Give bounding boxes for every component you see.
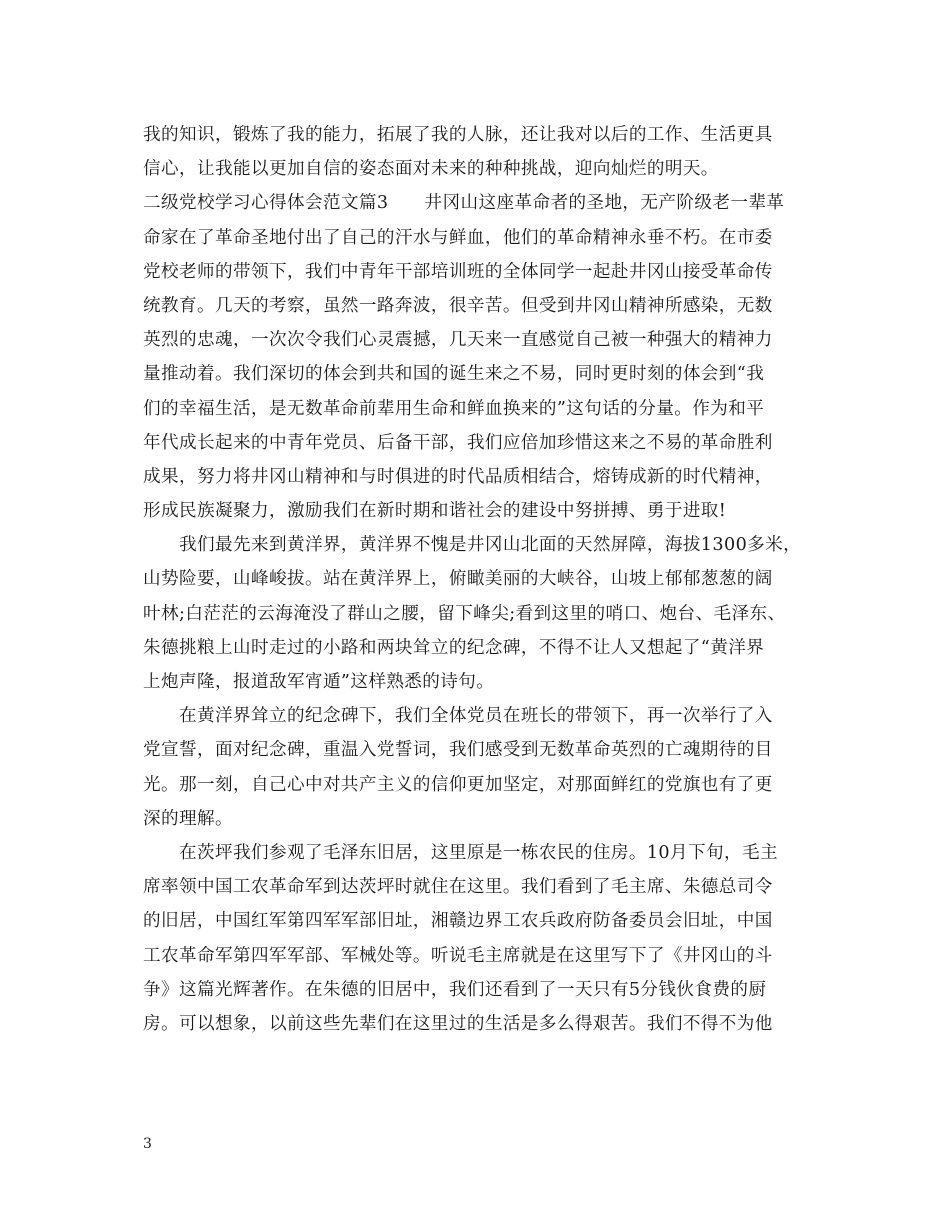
text-line: 山势险要，山峰峻拔。站在黄洋界上，俯瞰美丽的大峡谷，山坡上郁郁葱葱的阔 bbox=[143, 569, 773, 590]
text-line: 的旧居，中国红军第四军军部旧址，湘赣边界工农兵政府防备委员会旧址，中国 bbox=[143, 911, 773, 932]
text-line: 房。可以想象，以前这些先辈们在这里过的生活是多么得艰苦。我们不得不为他 bbox=[143, 1013, 773, 1034]
text-line: 我们最先来到黄洋界，黄洋界不愧是井冈山北面的天然屏障，海拔1300多米， bbox=[143, 535, 802, 556]
text-line: 朱德挑粮上山时走过的小路和两块耸立的纪念碑，不得不让人又想起了“黄洋界 bbox=[143, 637, 765, 658]
text-line: 席率领中国工农革命军到达茨坪时就住在这里。我们看到了毛主席、朱德总司令 bbox=[143, 877, 773, 898]
text-line: 在黄洋界耸立的纪念碑下，我们全体党员在班长的带领下，再一次举行了入 bbox=[143, 706, 773, 727]
text-line: 信心，让我能以更加自信的姿态面对未来的种种挑战，迎向灿烂的明天。 bbox=[143, 159, 719, 180]
text-line: 命家在了革命圣地付出了自己的汗水与鲜血，他们的革命精神永垂不朽。在市委 bbox=[143, 227, 773, 248]
text-line: 我的知识，锻炼了我的能力，拓展了我的人脉，还让我对以后的工作、生活更具 bbox=[143, 125, 773, 145]
text-line: 工农革命军第四军军部、军械处等。听说毛主席就是在这里写下了《井冈山的斗 bbox=[143, 945, 773, 966]
text-line: 量推动着。我们深切的体会到共和国的诞生来之不易，同时更时刻的体会到“我 bbox=[143, 364, 765, 385]
text-line: 争》这篇光辉著作。在朱德的旧居中，我们还看到了一天只有5分钱伙食费的厨 bbox=[143, 979, 767, 1000]
text-line: 二级党校学习心得体会范文篇3 井冈山这座革命者的圣地，无产阶级老一辈革 bbox=[143, 193, 785, 214]
text-line: 统教育。几天的考察，虽然一路奔波，很辛苦。但受到井冈山精神所感染，无数 bbox=[143, 295, 773, 316]
text-line: 党校老师的带领下，我们中青年干部培训班的全体同学一起赴井冈山接受革命传 bbox=[143, 261, 773, 282]
body-text bbox=[143, 118, 813, 1041]
text-line: 光。那一刻，自己心中对共产主义的信仰更加坚定，对那面鲜红的党旗也有了更 bbox=[143, 774, 773, 795]
text-line: 英烈的忠魂，一次次令我们心灵震撼，几天来一直感觉自己被一种强大的精神力 bbox=[143, 330, 773, 351]
text-line: 叶林;白茫茫的云海淹没了群山之腰，留下峰尖;看到这里的哨口、炮台、毛泽东、 bbox=[143, 603, 786, 624]
text-line: 们的幸福生活，是无数革命前辈用生命和鲜血换来的”这句话的分量。作为和平 bbox=[143, 398, 765, 419]
text-line: 上炮声隆，报道敌军宵遁”这样熟悉的诗句。 bbox=[143, 672, 495, 692]
text-line: 形成民族凝聚力，激励我们在新时期和谐社会的建设中努拼搏、勇于进取! bbox=[143, 501, 727, 522]
page-number: 3 bbox=[143, 1136, 152, 1152]
text-line: 党宣誓，面对纪念碑，重温入党誓词，我们感受到无数革命英烈的亡魂期待的目 bbox=[143, 740, 773, 761]
text-line: 年代成长起来的中青年党员、后备干部，我们应倍加珍惜这来之不易的革命胜利 bbox=[143, 432, 773, 453]
text-line: 深的理解。 bbox=[143, 808, 233, 829]
text-line: 在茨坪我们参观了毛泽东旧居，这里原是一栋农民的住房。10月下旬，毛主 bbox=[143, 842, 778, 863]
text-line: 成果，努力将井冈山精神和与时俱进的时代品质相结合，熔铸成新的时代精神， bbox=[143, 466, 773, 487]
